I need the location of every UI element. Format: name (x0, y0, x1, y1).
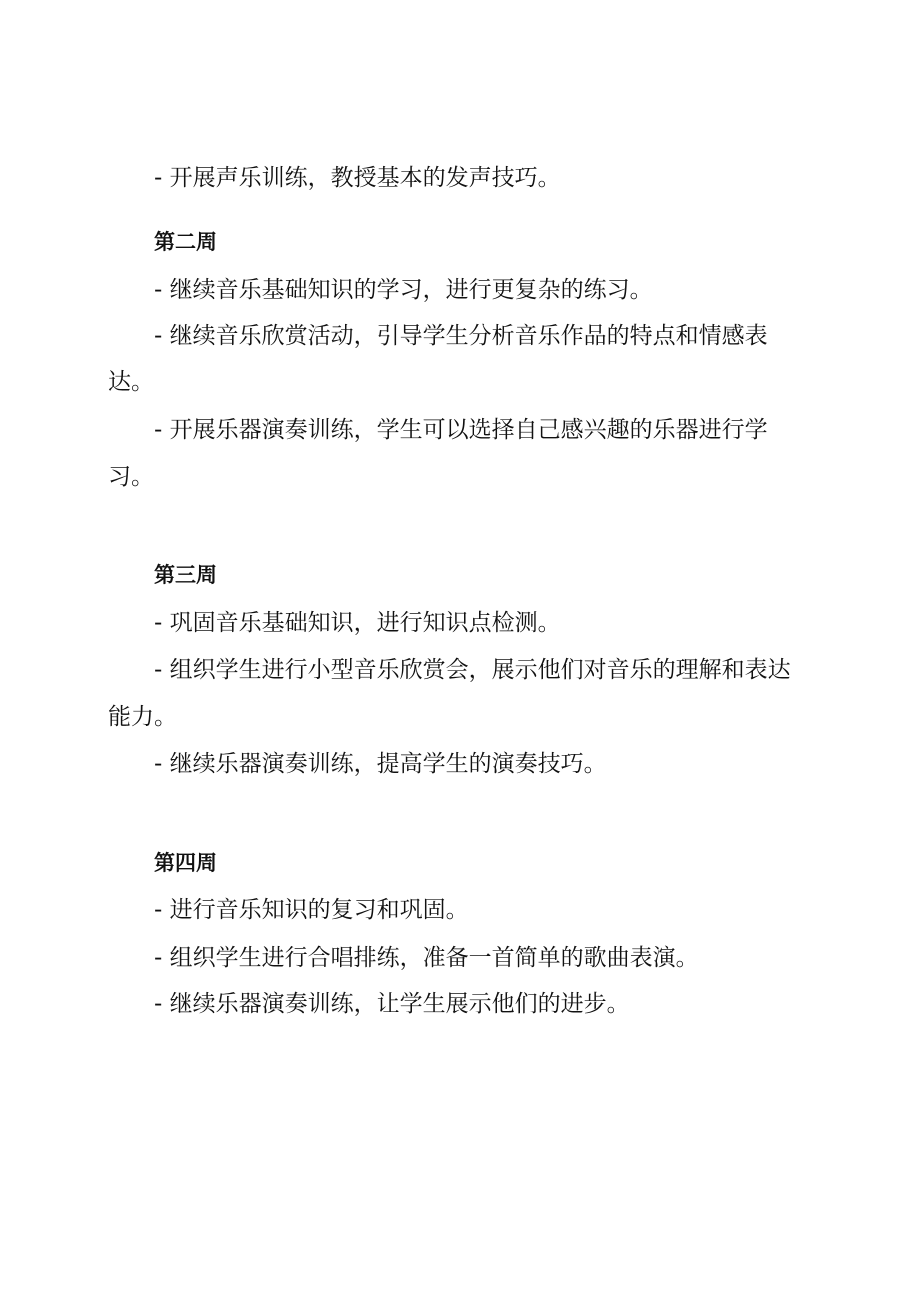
list-item: - 开展声乐训练，教授基本的发声技巧。 (154, 165, 561, 191)
section-heading-week-2: 第二周 (154, 230, 217, 254)
list-item: - 开展乐器演奏训练，学生可以选择自己感兴趣的乐器进行学 (154, 417, 768, 443)
list-item: - 继续音乐欣赏活动，引导学生分析音乐作品的特点和情感表 (154, 323, 768, 349)
list-item: - 继续乐器演奏训练，提高学生的演奏技巧。 (154, 751, 607, 777)
list-item: - 巩固音乐基础知识，进行知识点检测。 (154, 610, 561, 636)
list-item-continuation: 能力。 (108, 704, 177, 730)
list-item-continuation: 习。 (108, 464, 154, 490)
list-item: - 组织学生进行合唱排练，准备一首简单的歌曲表演。 (154, 945, 699, 971)
list-item: - 组织学生进行小型音乐欣赏会，展示他们对音乐的理解和表达 (154, 657, 791, 683)
section-heading-week-4: 第四周 (154, 851, 217, 875)
list-item: - 进行音乐知识的复习和巩固。 (154, 897, 469, 923)
list-item: - 继续乐器演奏训练，让学生展示他们的进步。 (154, 991, 630, 1017)
list-item-continuation: 达。 (108, 369, 154, 395)
section-heading-week-3: 第三周 (154, 563, 217, 587)
list-item: - 继续音乐基础知识的学习，进行更复杂的练习。 (154, 277, 653, 303)
